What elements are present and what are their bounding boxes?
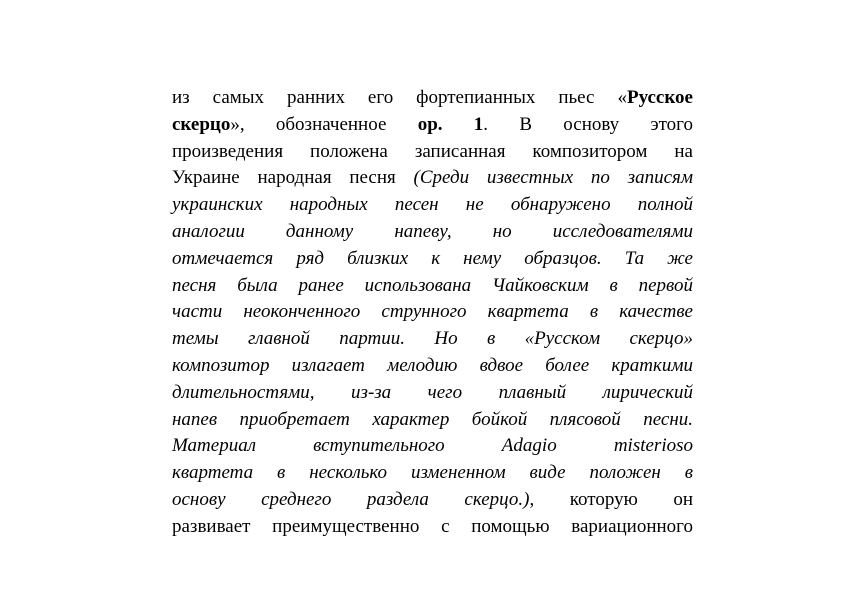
italic-note-line: Материал вступительного Adagio misterioso xyxy=(172,435,693,457)
text-line xyxy=(172,112,693,139)
text-line: произведения положена записанная композитором на xyxy=(172,140,693,162)
body-paragraph xyxy=(172,85,693,541)
italic-note-line: песня была ранее использована Чайковским в первой xyxy=(172,274,693,296)
text-run: », обозначенное xyxy=(230,113,418,135)
italic-note-run: (Среди известных по записям xyxy=(413,167,693,189)
italic-note-line: темы главной партии. Но в «Русском скерцо» xyxy=(172,328,693,350)
italic-note-line: части неоконченного струнного квартета в качестве xyxy=(172,301,693,323)
italic-note-line: отмечается ряд близких к нему образцов. Та же xyxy=(172,247,693,269)
text-run: . В основу этого xyxy=(483,113,693,135)
italic-note-line: аналогии данному напеву, но исследователями xyxy=(172,220,693,242)
italic-note-line: квартета в несколько измененном виде положен в xyxy=(172,462,693,484)
text-run: из самых ранних его фортепианных пьес « xyxy=(172,87,627,108)
text-line xyxy=(172,165,693,192)
bold-title-run: скерцо xyxy=(172,113,231,135)
italic-note-line: композитор излагает мелодию вдвое более краткими xyxy=(172,354,693,376)
text-run: , которую он xyxy=(529,488,693,510)
text-line xyxy=(172,487,693,514)
italic-note-line: украинских народных песен не обнаружено полной xyxy=(172,194,693,216)
text-run: Украине народная песня xyxy=(172,167,414,189)
italic-note-run: основу среднего раздела скерцо.) xyxy=(172,488,530,510)
bold-opus-run: ор. 1 xyxy=(417,113,484,135)
italic-note-line: напев приобретает характер бойкой плясовой песни. xyxy=(172,408,693,430)
italic-note-line: длительностями, из-за чего плавный лирический xyxy=(172,381,693,403)
text-line: развивает преимущественно с помощью вариационного xyxy=(172,515,693,537)
bold-title-run: Русское xyxy=(626,87,693,108)
text-line xyxy=(172,85,693,112)
